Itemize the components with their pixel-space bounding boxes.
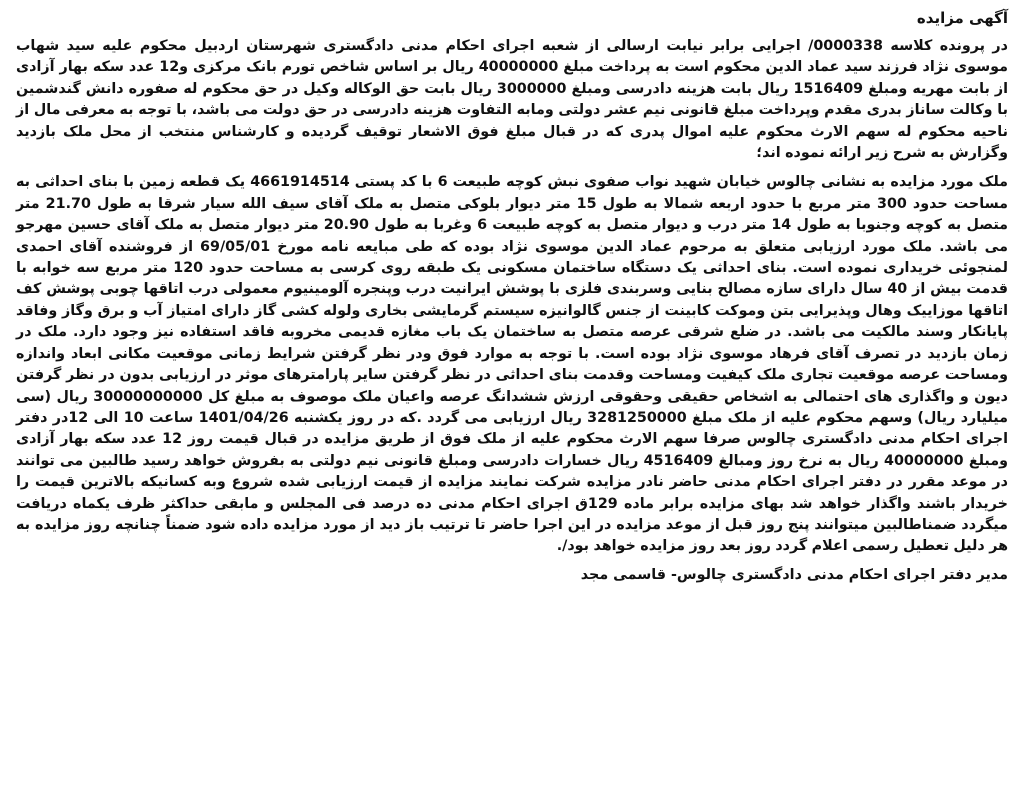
- notice-title: آگهی مزایده: [916, 9, 1008, 27]
- property-description-paragraph: ملک مورد مزایده به نشانی چالوس خیابان شهید نواب صفوی نبش کوچه طبیعت 6 با کد پستی 4661914514 یک قطعه زمین با بنای احداثی به مساحت حدود 300 متر مربع با حدود اربعه شمالا به طول 15 متر دیوار بلوکی متصل به ملک آقای سیف الله سیار شرقا به طول 21.70 متر متصل به کوچه وجنوبا به طول 14 متر درب و دیوار متصل به کوچه طبیعت 6 وغربا به طول 20.90 متر دیوار متصل به ملک آقای حسین مهرجو می باشد. ملک مورد ارزیابی متعلق به مرحوم عماد الدین موسوی نژاد بوده که طی مبایعه نامه مورخ 69/05/01 از فروشنده آقای احمدی لمنجوئی خریداری نموده است. بنای احداثی یک دستگاه ساختمان مسکونی یک طبقه روی کرسی به مساحت حدود 120 متر مربع سه خوابه با قدمت بیش از 40 سال دارای سازه مصالح بنایی وسربندی فلزی با پوشش ایرانیت درب وپنجره آلومینیوم معمولی درب اتاقها چوبی پوشش کف اتاقها موزاییک وهال وپذیرایی بتن وموکت کابینت از جنس گالوانیزه سیستم گرمایشی بخاری ولوله کشی گاز دارای امتیاز آب و برق وگاز وفاقد پایانکار وسند مالکیت می باشد. در ضلع شرقی عرصه متصل به ساختمان یک باب مغازه قدیمی مخروبه فاقد استفاده نیز وجود دارد. ملک در زمان بازدید در تصرف آقای فرهاد موسوی نژاد بوده است. با توجه به موارد فوق ودر نظر گرفتن شرایط زمانی موقعیت مکانی ابعاد واندازه ومساحت عرصه موقعیت تجاری ملک کیفیت ومساحت وقدمت بنای احداثی در نظر گرفتن سایر پارامترهای موثر در ارزیابی بدون در نظر گرفتن دیون و واگذاری های احتمالی به اشخاص حقیقی وحقوقی ارزش ششدانگ عرصه واعیان ملک موصوف به مبلغ کل 30000000000 ریال (سی میلیارد ریال) وسهم محکوم علیه از ملک مبلغ 3281250000 ریال ارزیابی می گردد .که در روز یکشنبه 1401/04/26 ساعت 10 الی 12در دفتر اجرای احکام مدنی دادگستری چالوس صرفا سهم الارث محکوم علیه از ملک فوق از طریق مزایده در قبال قیمت روز 12 عدد سکه بهار آزادی ومبلغ 40000000 ریال به نرخ روز ومبالغ 4516409 ریال خسارات دادرسی ومبلغ قانونی نیم دولتی به بفروش خواهد رسید طالبین می توانند در موعد مقرر در دفتر اجرای احکام مدنی حاضر نادر مزایده شرکت نمایند مزایده از قیمت ارزیابی شده شروع وبه کسانیکه بالاترین قیمت را خریدار باشند واگذار خواهد شد بهای مزایده برابر ماده 129ق اجرای احکام مدنی ده درصد فی المجلس و مابقی حداکثر ظرف یکماه دریافت میگردد ضمناطالبین میتوانند پنج روز قبل از موعد مزایده در این اجرا حاضر تا ترتیب باز دید از مورد مزایده داده شود ضمناً چنانچه روز مزایده به هر دلیل تعطیل رسمی اعلام گردد روز بعد روز مزایده خواهد بود/.: [16, 174, 1009, 555]
- signature-line: مدیر دفتر اجرای احکام مدنی دادگستری چالوس- قاسمی مجد: [580, 566, 1008, 583]
- case-details-paragraph: در پرونده کلاسه 0000338/ اجرایی برابر نیابت ارسالی از شعبه اجرای احکام مدنی دادگستری شهرستان اردبیل محکوم علیه سید شهاب موسوی نژاد فرزند سید عماد الدین محکوم است به پرداخت مبلغ 40000000 ریال بر اساس شاخص تورم بانک مرکزی و12 عدد سکه بهار آزادی از بابت مهریه ومبلغ 1516409 ریال بابت هزینه دادرسی ومبلغ 3000000 ریال بابت حق الوکاله وکیل در حق محکوم له صفوره دانش گندشمین با وکالت ساناز بدری مقدم وپرداخت مبلغ قانونی نیم عشر دولتی ومابه التفاوت هزینه دادرسی در حق دولت می باشد، با توجه به معرفی مال از ناحیه محکوم له سهم الارث محکوم علیه اموال پدری که در قبال مبلغ فوق الاشعار توقیف گردیده و کارشناس منتخب از محل ملک بازدید وگزارش به شرح زیر ارائه نموده اند؛: [16, 38, 1008, 162]
